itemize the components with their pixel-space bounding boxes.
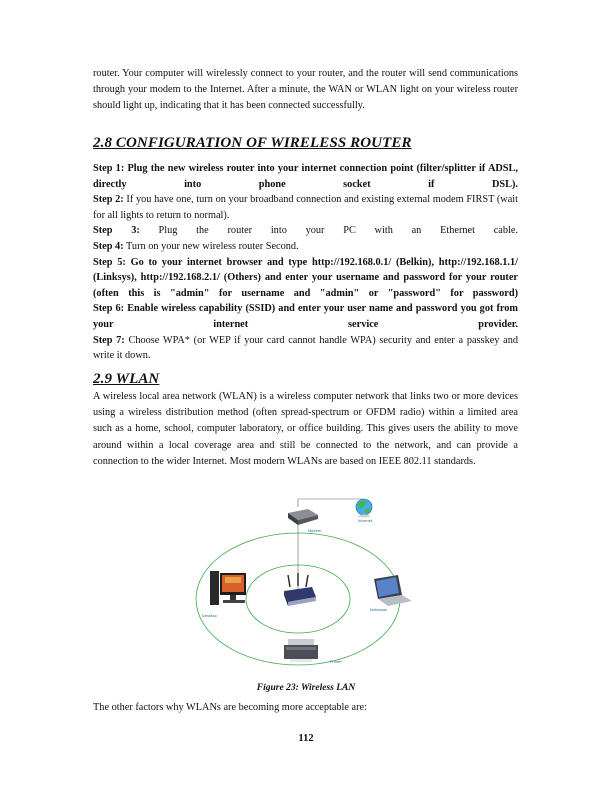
figure-caption: Figure 23: Wireless LAN [256,683,356,693]
wireless-lan-diagram [190,487,426,677]
step-3: Step 3: Plug the router into your PC with an Ethernet cable. [93,225,518,237]
intro-paragraph: router. Your computer will wirelessly connect to your router, and the router will send communications through your modem to the Internet. After a minute, the WAN or WLAN light on your wireless router should light up, indicating that it has been connected successfully. [93,68,518,112]
notebook-laptop-icon [374,575,412,606]
printer-label: Printer [330,660,342,664]
notebook-label: Notebook [370,608,388,612]
step-7: Step 7: Choose WPA* (or WEP if your card cannot handle WPA) security and enter a passkey and write it down. [93,334,519,362]
desktop-label: Desktop [202,614,217,618]
step-1: Step 1: Plug the new wireless router into your internet connection point (filter/splitter if ADSL, directly into phone socket if DSL). [93,163,518,190]
step-5: Step 5: Go to your internet browser and type http://192.168.0.1/ (Belkin), http://192.168.1.1/ (Linksys), http://192.168.2.1/ (Others) and enter your username and password for your router (often this is "admin" for username and "admin" or "password" for password) [93,256,519,299]
closing-paragraph: The other factors why WLANs are becoming more acceptable are: [93,702,367,713]
wlan-paragraph: A wireless local area network (WLAN) is a wireless computer network that links two or more devices using a wireless distribution method (often spread-spectrum or OFDM radio) within a limited area such as a home, school, computer laboratory, or office building. This gives users the ability to move around within a local coverage area and still be connected to the network, and can provide a connection to the wider Internet. Most modern WLANs are based on IEEE 802.11 standards. [93,391,518,467]
modem-icon [288,509,318,525]
section-heading-2-8: 2.8 CONFIGURATION OF WIRELESS ROUTER [93,135,412,151]
internet-label: Internet [358,519,373,523]
desktop-computer-icon [210,571,246,605]
step-4: Step 4: Turn on your new wireless router Second. [93,240,299,252]
page-number: 112 [298,733,314,744]
wireless-router-icon [284,573,316,606]
section-heading-2-9: 2.9 WLAN [93,371,160,387]
step-2: Step 2: If you have one, turn on your broadband connection and existing external modem FIRST (wait for all lights to return to normal). [93,194,519,221]
steps-list [93,161,518,364]
internet-globe-icon [356,499,372,518]
step-6: Step 6: Enable wireless capability (SSID) and enter your user name and password you got from your internet service provider. [93,303,519,330]
modem-label: Modem [308,529,322,533]
printer-icon [284,639,318,662]
